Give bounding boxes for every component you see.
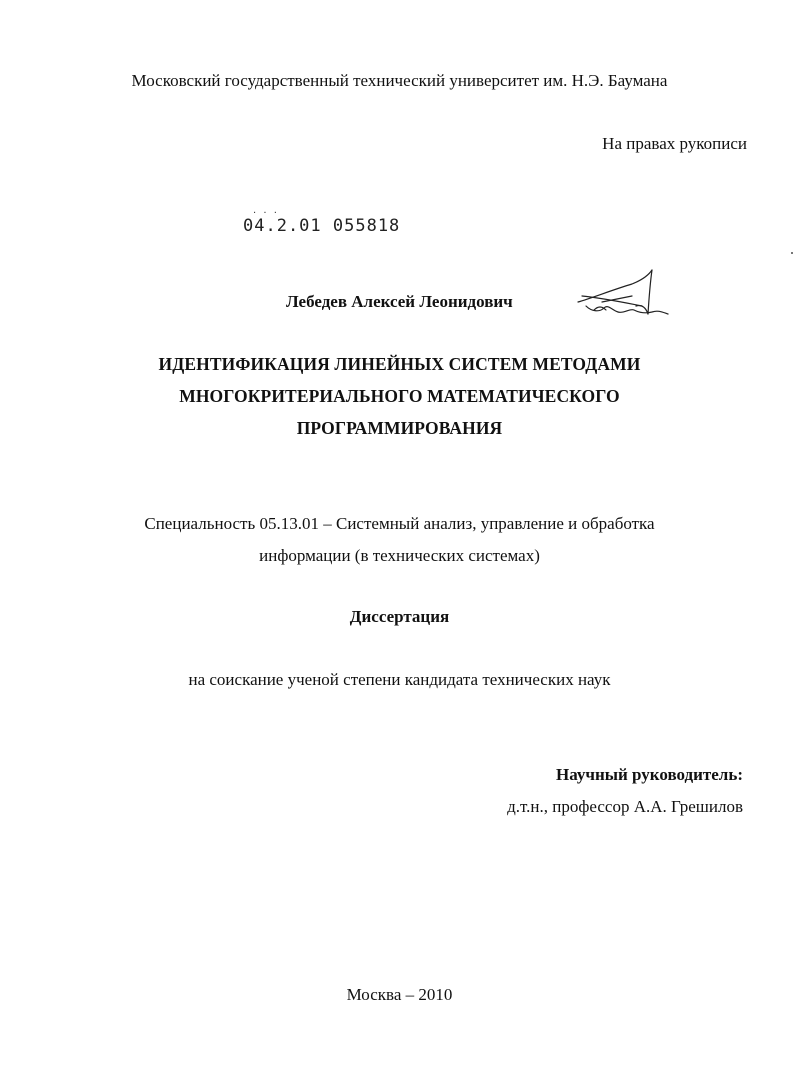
degree-statement: на соискание ученой степени кандидата технических наук <box>188 670 611 689</box>
signature-icon <box>572 268 672 320</box>
specialty-line-1: Специальность 05.13.01 – Системный анализ, управление и обработка <box>144 514 655 533</box>
document-type: Диссертация <box>349 607 450 626</box>
supervisor-label: Научный руководитель: <box>556 765 743 784</box>
registration-stamp: 04.2.01 055818 <box>243 216 401 236</box>
rights-note: На правах рукописи <box>602 134 747 153</box>
stamp-dots: · · · <box>253 208 279 219</box>
specialty-line-2: информации (в технических системах) <box>259 546 540 565</box>
university-name: Московский государственный технический университет им. Н.Э. Баумана <box>131 71 668 90</box>
title-line-1: ИДЕНТИФИКАЦИЯ ЛИНЕЙНЫХ СИСТЕМ МЕТОДАМИ <box>158 354 641 374</box>
scan-speck <box>791 252 793 254</box>
supervisor-name: д.т.н., профессор А.А. Грешилов <box>507 797 743 816</box>
title-line-2: МНОГОКРИТЕРИАЛЬНОГО МАТЕМАТИЧЕСКОГО <box>179 386 620 406</box>
author-name: Лебедев Алексей Леонидович <box>286 292 513 311</box>
title-line-3: ПРОГРАММИРОВАНИЯ <box>296 418 503 438</box>
city-year: Москва – 2010 <box>346 985 453 1004</box>
